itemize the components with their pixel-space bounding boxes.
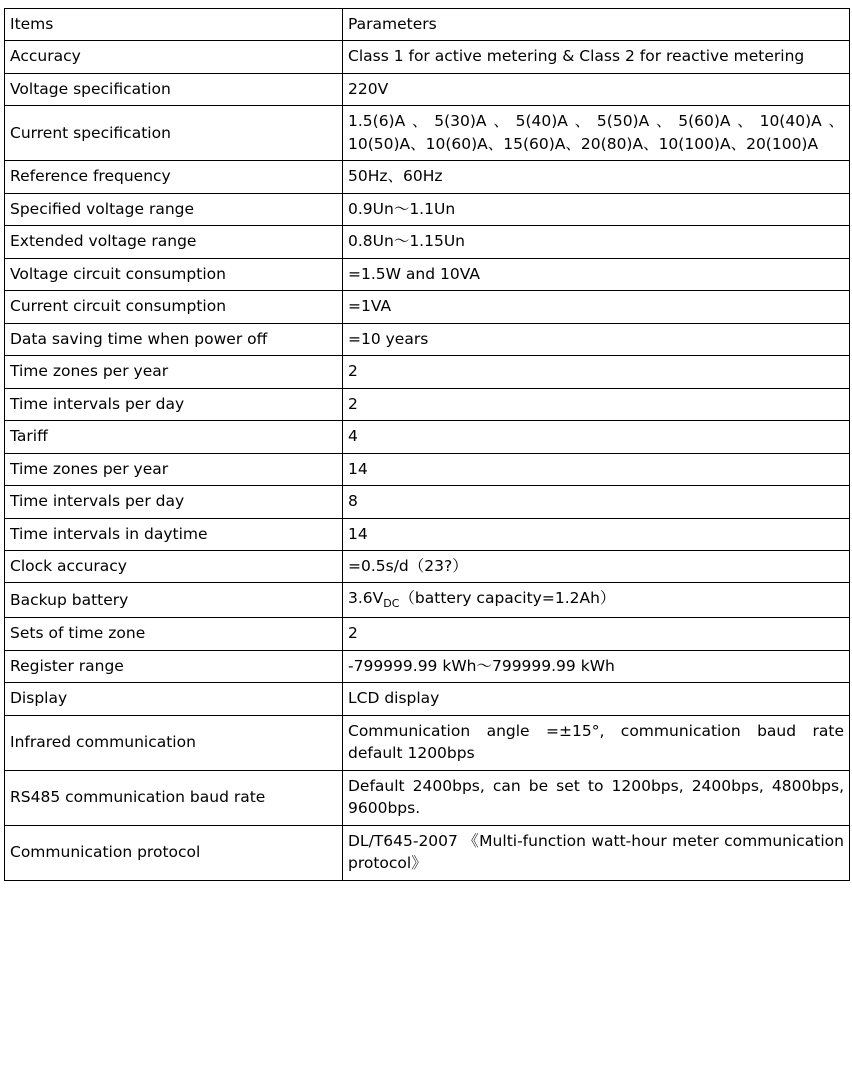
spec-item-value: 14 [343, 518, 850, 550]
spec-item-label: Reference frequency [5, 161, 343, 193]
spec-item-label: Time intervals per day [5, 388, 343, 420]
spec-item-value: 8 [343, 486, 850, 518]
spec-item-value: =1VA [343, 291, 850, 323]
spec-item-value: 50Hz、60Hz [343, 161, 850, 193]
spec-item-value: 2 [343, 388, 850, 420]
table-row [5, 106, 850, 161]
spec-item-value: $3.6V_{DC}(battery$ capacity=1.2Ah） [343, 583, 850, 618]
table-row [5, 356, 850, 388]
table-row [5, 226, 850, 258]
table-row [5, 421, 850, 453]
spec-item-value: Class 1 for active metering & Class 2 for reactive metering [343, 41, 850, 73]
spec-item-value: 4 [343, 421, 850, 453]
table-row [5, 770, 850, 825]
spec-item-value: 1.5(6)A、5(30)A、5(40)A、5(50)A、5(60)A、10(40)A、10(50)A、10(60)A、15(60)A、20(80)A、10(100)A、20(100)A [343, 106, 850, 161]
spec-item-label: Display [5, 683, 343, 715]
table-row [5, 388, 850, 420]
table-header-row [5, 9, 850, 41]
spec-item-label: Extended voltage range [5, 226, 343, 258]
spec-item-label: Clock accuracy [5, 550, 343, 582]
table-row [5, 291, 850, 323]
document-page [0, 8, 852, 1076]
spec-item-label: Time intervals per day [5, 486, 343, 518]
spec-item-label: Communication protocol [5, 825, 343, 880]
spec-item-label: Time intervals in daytime [5, 518, 343, 550]
column-header: Items [5, 9, 343, 41]
spec-item-label: Current specification [5, 106, 343, 161]
table-row [5, 618, 850, 650]
spec-item-label: Accuracy [5, 41, 343, 73]
spec-item-value: 2 [343, 618, 850, 650]
spec-item-value: 2 [343, 356, 850, 388]
spec-item-label: Time zones per year [5, 453, 343, 485]
spec-item-label: Data saving time when power off [5, 323, 343, 355]
spec-item-label: Register range [5, 650, 343, 682]
spec-item-value: DL/T645-2007 《Multi-function watt-hour meter communication protocol》 [343, 825, 850, 880]
table-row [5, 583, 850, 618]
table-row [5, 715, 850, 770]
table-row [5, 41, 850, 73]
table-row [5, 161, 850, 193]
spec-item-label: Current circuit consumption [5, 291, 343, 323]
table-body [5, 9, 850, 881]
specification-table [4, 8, 850, 881]
spec-item-value: LCD display [343, 683, 850, 715]
spec-item-label: Tariff [5, 421, 343, 453]
spec-item-label: Voltage circuit consumption [5, 258, 343, 290]
spec-item-value: 14 [343, 453, 850, 485]
spec-item-label: Infrared communication [5, 715, 343, 770]
table-row [5, 486, 850, 518]
spec-item-label: Sets of time zone [5, 618, 343, 650]
spec-item-label: Voltage specification [5, 73, 343, 105]
table-row [5, 258, 850, 290]
table-row [5, 323, 850, 355]
spec-item-value: =0.5s/d（23?） [343, 550, 850, 582]
table-row [5, 683, 850, 715]
spec-item-value: Communication angle =±15°, communication baud rate default 1200bps [343, 715, 850, 770]
table-row [5, 825, 850, 880]
spec-item-label: Time zones per year [5, 356, 343, 388]
table-row [5, 193, 850, 225]
table-row [5, 550, 850, 582]
table-row [5, 518, 850, 550]
column-header: Parameters [343, 9, 850, 41]
spec-item-value: 0.9Un～1.1Un [343, 193, 850, 225]
spec-item-value: =1.5W and 10VA [343, 258, 850, 290]
spec-item-label: RS485 communication baud rate [5, 770, 343, 825]
table-row [5, 73, 850, 105]
spec-item-label: Specified voltage range [5, 193, 343, 225]
table-row [5, 453, 850, 485]
spec-item-value: 0.8Un～1.15Un [343, 226, 850, 258]
spec-item-value: =10 years [343, 323, 850, 355]
spec-item-value: -799999.99 kWh～799999.99 kWh [343, 650, 850, 682]
spec-item-value: Default 2400bps, can be set to 1200bps, 2400bps, 4800bps, 9600bps. [343, 770, 850, 825]
spec-item-value: 220V [343, 73, 850, 105]
table-row [5, 650, 850, 682]
spec-item-label: Backup battery [5, 583, 343, 618]
